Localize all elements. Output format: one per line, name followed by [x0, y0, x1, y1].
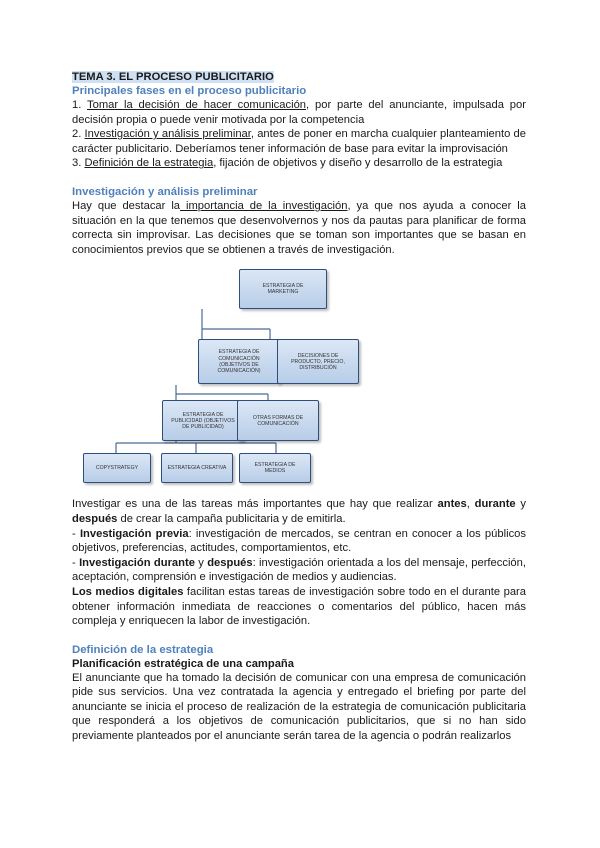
document-page — [72, 70, 526, 744]
list-item: 3. Definición de la estrategia, fijación de objetivos y diseño y desarrollo de la estrategia — [72, 157, 503, 170]
box-estrategia-creativa: ESTRATEGIA CREATIVA — [161, 453, 233, 483]
section-heading-estrategia: Definición de la estrategia — [72, 643, 214, 656]
list-item: 2. Investigación y análisis preliminar, antes de poner en marcha cualquier planteamiento de carácter publicitario. Deberíamos tener información de base para evitar la improvisación — [72, 128, 526, 155]
paragraph-investigar: Investigar es una de las tareas más importantes que hay que realizar antes, durante y después de crear la campaña publicitaria y de emitirla. — [72, 498, 527, 525]
box-copystrategy: COPYSTRATEGY — [83, 453, 151, 483]
paragraph-anunciante: El anunciante que ha tomado la decisión de comunicar con una empresa de comunicación pide sus servicios. Una vez contratada la agencia y entregado el briefing por parte del anunciante se inicia el proceso de realización de la estrategia de comunicación publicitaria que responderá a los objetivos de comunicación publicitarios, que si no han sido previamente planteados por el anunciante serán tarea de la agencia o podrán realizarlos — [72, 671, 526, 743]
underlined-term: Tomar la decisión de hacer comunicación — [87, 99, 307, 111]
box-estrategia-medios: ESTRATEGIA DE MEDIOS — [239, 453, 311, 483]
subheading-planificacion: Planificación estratégica de una campaña — [72, 657, 294, 670]
paragraph-medios-digitales: Los medios digitales facilitan estas tareas de investigación sobre todo en el durante para obtener información inmediata de reacciones o comentarios del público, hacen más compleja y enriquecen la labor de investigación. — [72, 585, 526, 628]
underlined-term: importancia de la investigación — [180, 199, 348, 212]
bullet-investigacion-previa: - Investigación previa: investigación de mercados, se centran en conocer a los públicos objetivos, preferencias, actitudes, comportamientos, etc. — [72, 527, 526, 555]
box-estrategia-marketing: ESTRATEGIA DE MARKETING — [239, 269, 327, 309]
paragraph-intro: Hay que destacar la importancia de la investigación, ya que nos ayuda a conocer la situación en la que tenemos que desenvolvernos y nos da pautas para planificar de forma correcta sin improvisar. Las decisiones que se toman son importantes que se basan en conocimientos previos que se obtienen a través de investigación. — [72, 199, 526, 256]
document-title: TEMA 3. EL PROCESO PUBLICITARIO — [72, 71, 274, 83]
section-heading-fases: Principales fases en el proceso publicitario — [72, 85, 307, 97]
underlined-term: Investigación y análisis preliminar — [84, 128, 251, 141]
list-item: 1. Tomar la decisión de hacer comunicación, por parte del anunciante, impulsada por decisión propia o puede venir motivada por la competencia — [72, 99, 526, 126]
bullet-investigacion-durante: - Investigación durante y después: investigación orientada a los del mensaje, perfección, aceptación, comprensión e investigación de medios y audiencias. — [72, 556, 526, 584]
box-decisiones-producto: DECISIONES DE PRODUCTO, PRECIO, DISTRIBUCIÓN — [277, 339, 359, 384]
box-otras-formas: OTRAS FORMAS DE COMUNICACIÓN — [237, 400, 319, 441]
strategy-hierarchy-diagram — [72, 257, 526, 489]
underlined-term: Definición de la estrategia — [84, 157, 214, 170]
box-estrategia-publicidad: ESTRATEGIA DE PUBLICIDAD (OBJETIVOS DE PUBLICIDAD) — [162, 400, 244, 441]
section-heading-investigacion: Investigación y análisis preliminar — [72, 185, 258, 198]
box-estrategia-comunicacion: ESTRATEGIA DE COMUNICACIÓN (OBJETIVOS DE COMUNICACIÓN) — [198, 339, 280, 384]
